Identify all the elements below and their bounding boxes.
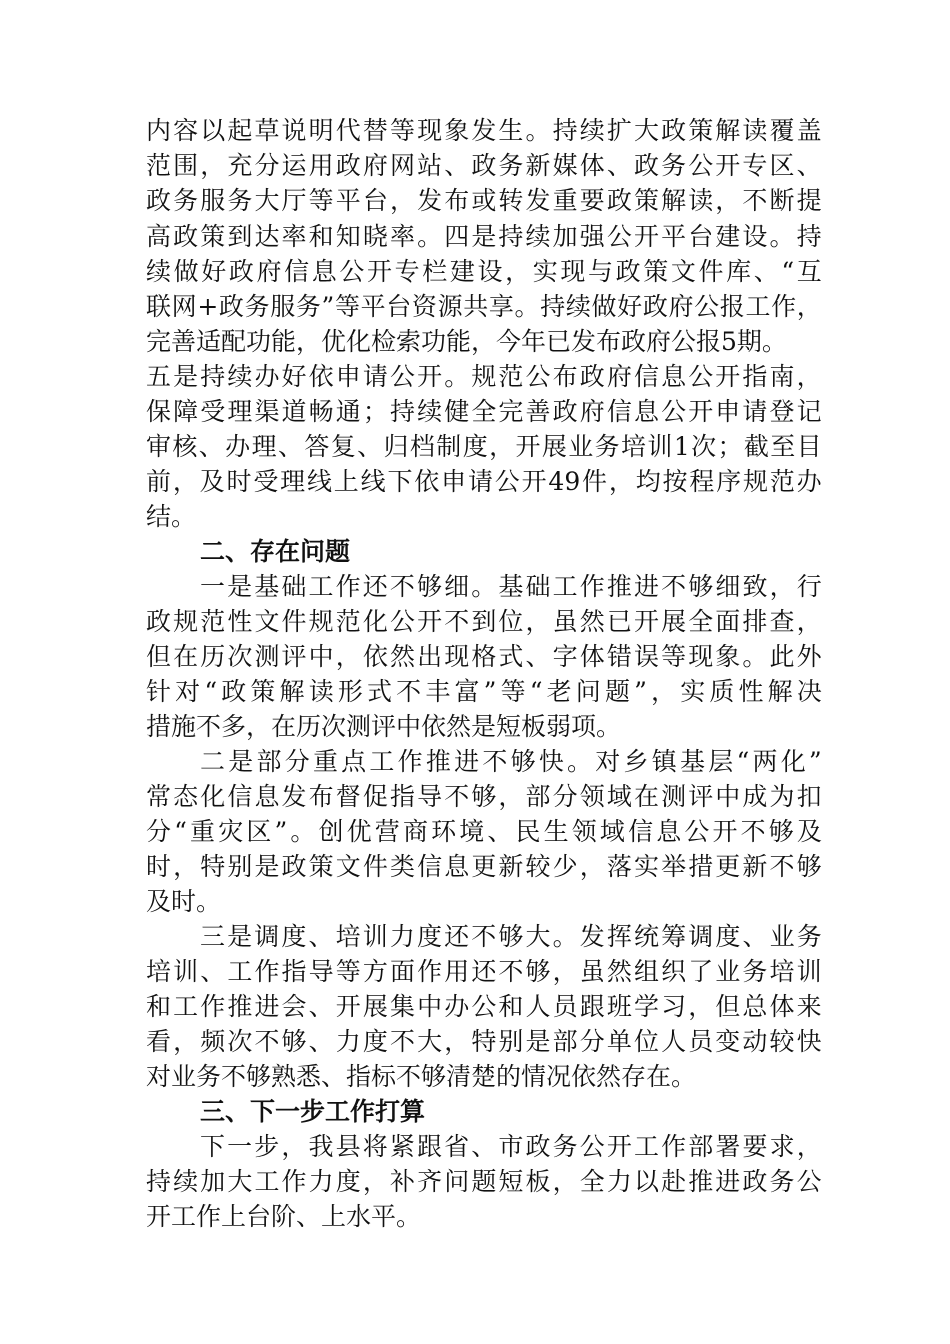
text-line: 常 态 化 信 息 发 布 督 促 指 导 不 够 ， 部 分 领 域 在 测 评 中 成 为 扣 — [146, 782, 822, 811]
text-line: 续 做 好 政 府 信 息 公 开 专 栏 建 设 ， 实 现 与 政 策 文 件 库 、 “ 互 — [146, 257, 822, 286]
text-line: 对业务不够熟悉、指标不够清楚的情况依然存在。 — [146, 1062, 697, 1091]
text-line: 及时。 — [146, 887, 222, 916]
text-line: 一 是 基 础 工 作 还 不 够 细 。 基 础 工 作 推 进 不 够 细 致 ， 行 — [200, 572, 822, 601]
text-line: 开工作上台阶、上水平。 — [146, 1202, 422, 1231]
text-line: 联 网 + 政 务 服 务 ” 等 平 台 资 源 共 享 。 持 续 做 好 政 府 公 报 工 作 ， — [146, 292, 822, 321]
text-line: 范 围 ， 充 分 运 用 政 府 网 站 、 政 务 新 媒 体 、 政 务 公 开 专 区 、 — [146, 151, 822, 180]
section-heading: 二、存在问题 — [200, 537, 351, 566]
text-line: 审 核 、 办 理 、 答 复 、 归 档 制 度 ， 开 展 业 务 培 训 1 次 ； 截 至 目 — [146, 432, 822, 461]
text-line: 针 对 “ 政 策 解 读 形 式 不 丰 富 ” 等 “ 老 问 题 ” ， 实 质 性 解 决 — [146, 677, 822, 706]
text-line: 但 在 历 次 测 评 中 ， 依 然 出 现 格 式 、 字 体 错 误 等 现 象 。 此 外 — [146, 642, 822, 671]
text-line: 保 障 受 理 渠 道 畅 通 ； 持 续 健 全 完 善 政 府 信 息 公 开 申 请 登 记 — [146, 397, 822, 426]
text-line: 高 政 策 到 达 率 和 知 晓 率 。 四 是 持 续 加 强 公 开 平 台 建 设 。 持 — [146, 222, 822, 251]
text-line: 持 续 加 大 工 作 力 度 ， 补 齐 问 题 短 板 ， 全 力 以 赴 推 进 政 务 公 — [146, 1167, 822, 1196]
text-line: 分 “ 重 灾 区 ” 。 创 优 营 商 环 境 、 民 生 领 域 信 息 公 开 不 够 及 — [146, 817, 822, 846]
text-line: 五 是 持 续 办 好 依 申 请 公 开 。 规 范 公 布 政 府 信 息 公 开 指 南 ， — [146, 362, 822, 391]
text-line: 政 规 范 性 文 件 规 范 化 公 开 不 到 位 ， 虽 然 已 开 展 全 面 排 查 ， — [146, 607, 822, 636]
text-line: 二 是 部 分 重 点 工 作 推 进 不 够 快 。 对 乡 镇 基 层 “ 两 化 ” — [200, 747, 822, 776]
text-line: 结。 — [146, 502, 197, 531]
text-line: 三 是 调 度 、 培 训 力 度 还 不 够 大 。 发 挥 统 筹 调 度 、 业 务 — [200, 922, 822, 951]
text-line: 和 工 作 推 进 会 、 开 展 集 中 办 公 和 人 员 跟 班 学 习 ， 但 总 体 来 — [146, 992, 822, 1021]
text-line: 培 训 、 工 作 指 导 等 方 面 作 用 还 不 够 ， 虽 然 组 织 了 业 务 培 训 — [146, 957, 822, 986]
text-line: 下 一 步 ， 我 县 将 紧 跟 省 、 市 政 务 公 开 工 作 部 署 要 求 ， — [200, 1132, 822, 1161]
text-line: 完善适配功能，优化检索功能，今年已发布政府公报5期。 — [146, 327, 787, 356]
section-heading: 三、下一步工作打算 — [200, 1097, 426, 1126]
text-line: 前 ， 及 时 受 理 线 上 线 下 依 申 请 公 开 49 件 ， 均 按 程 序 规 范 办 — [146, 467, 822, 496]
text-line: 看 ， 频 次 不 够 、 力 度 不 大 ， 特 别 是 部 分 单 位 人 员 变 动 较 快 — [146, 1027, 822, 1056]
text-line: 时 ， 特 别 是 政 策 文 件 类 信 息 更 新 较 少 ， 落 实 举 措 更 新 不 够 — [146, 852, 822, 881]
text-line: 政 务 服 务 大 厅 等 平 台 ， 发 布 或 转 发 重 要 政 策 解 读 ， 不 断 提 — [146, 186, 822, 215]
text-line: 内 容 以 起 草 说 明 代 替 等 现 象 发 生 。 持 续 扩 大 政 策 解 读 覆 盖 — [146, 116, 822, 145]
text-line: 措施不多，在历次测评中依然是短板弱项。 — [146, 712, 622, 741]
